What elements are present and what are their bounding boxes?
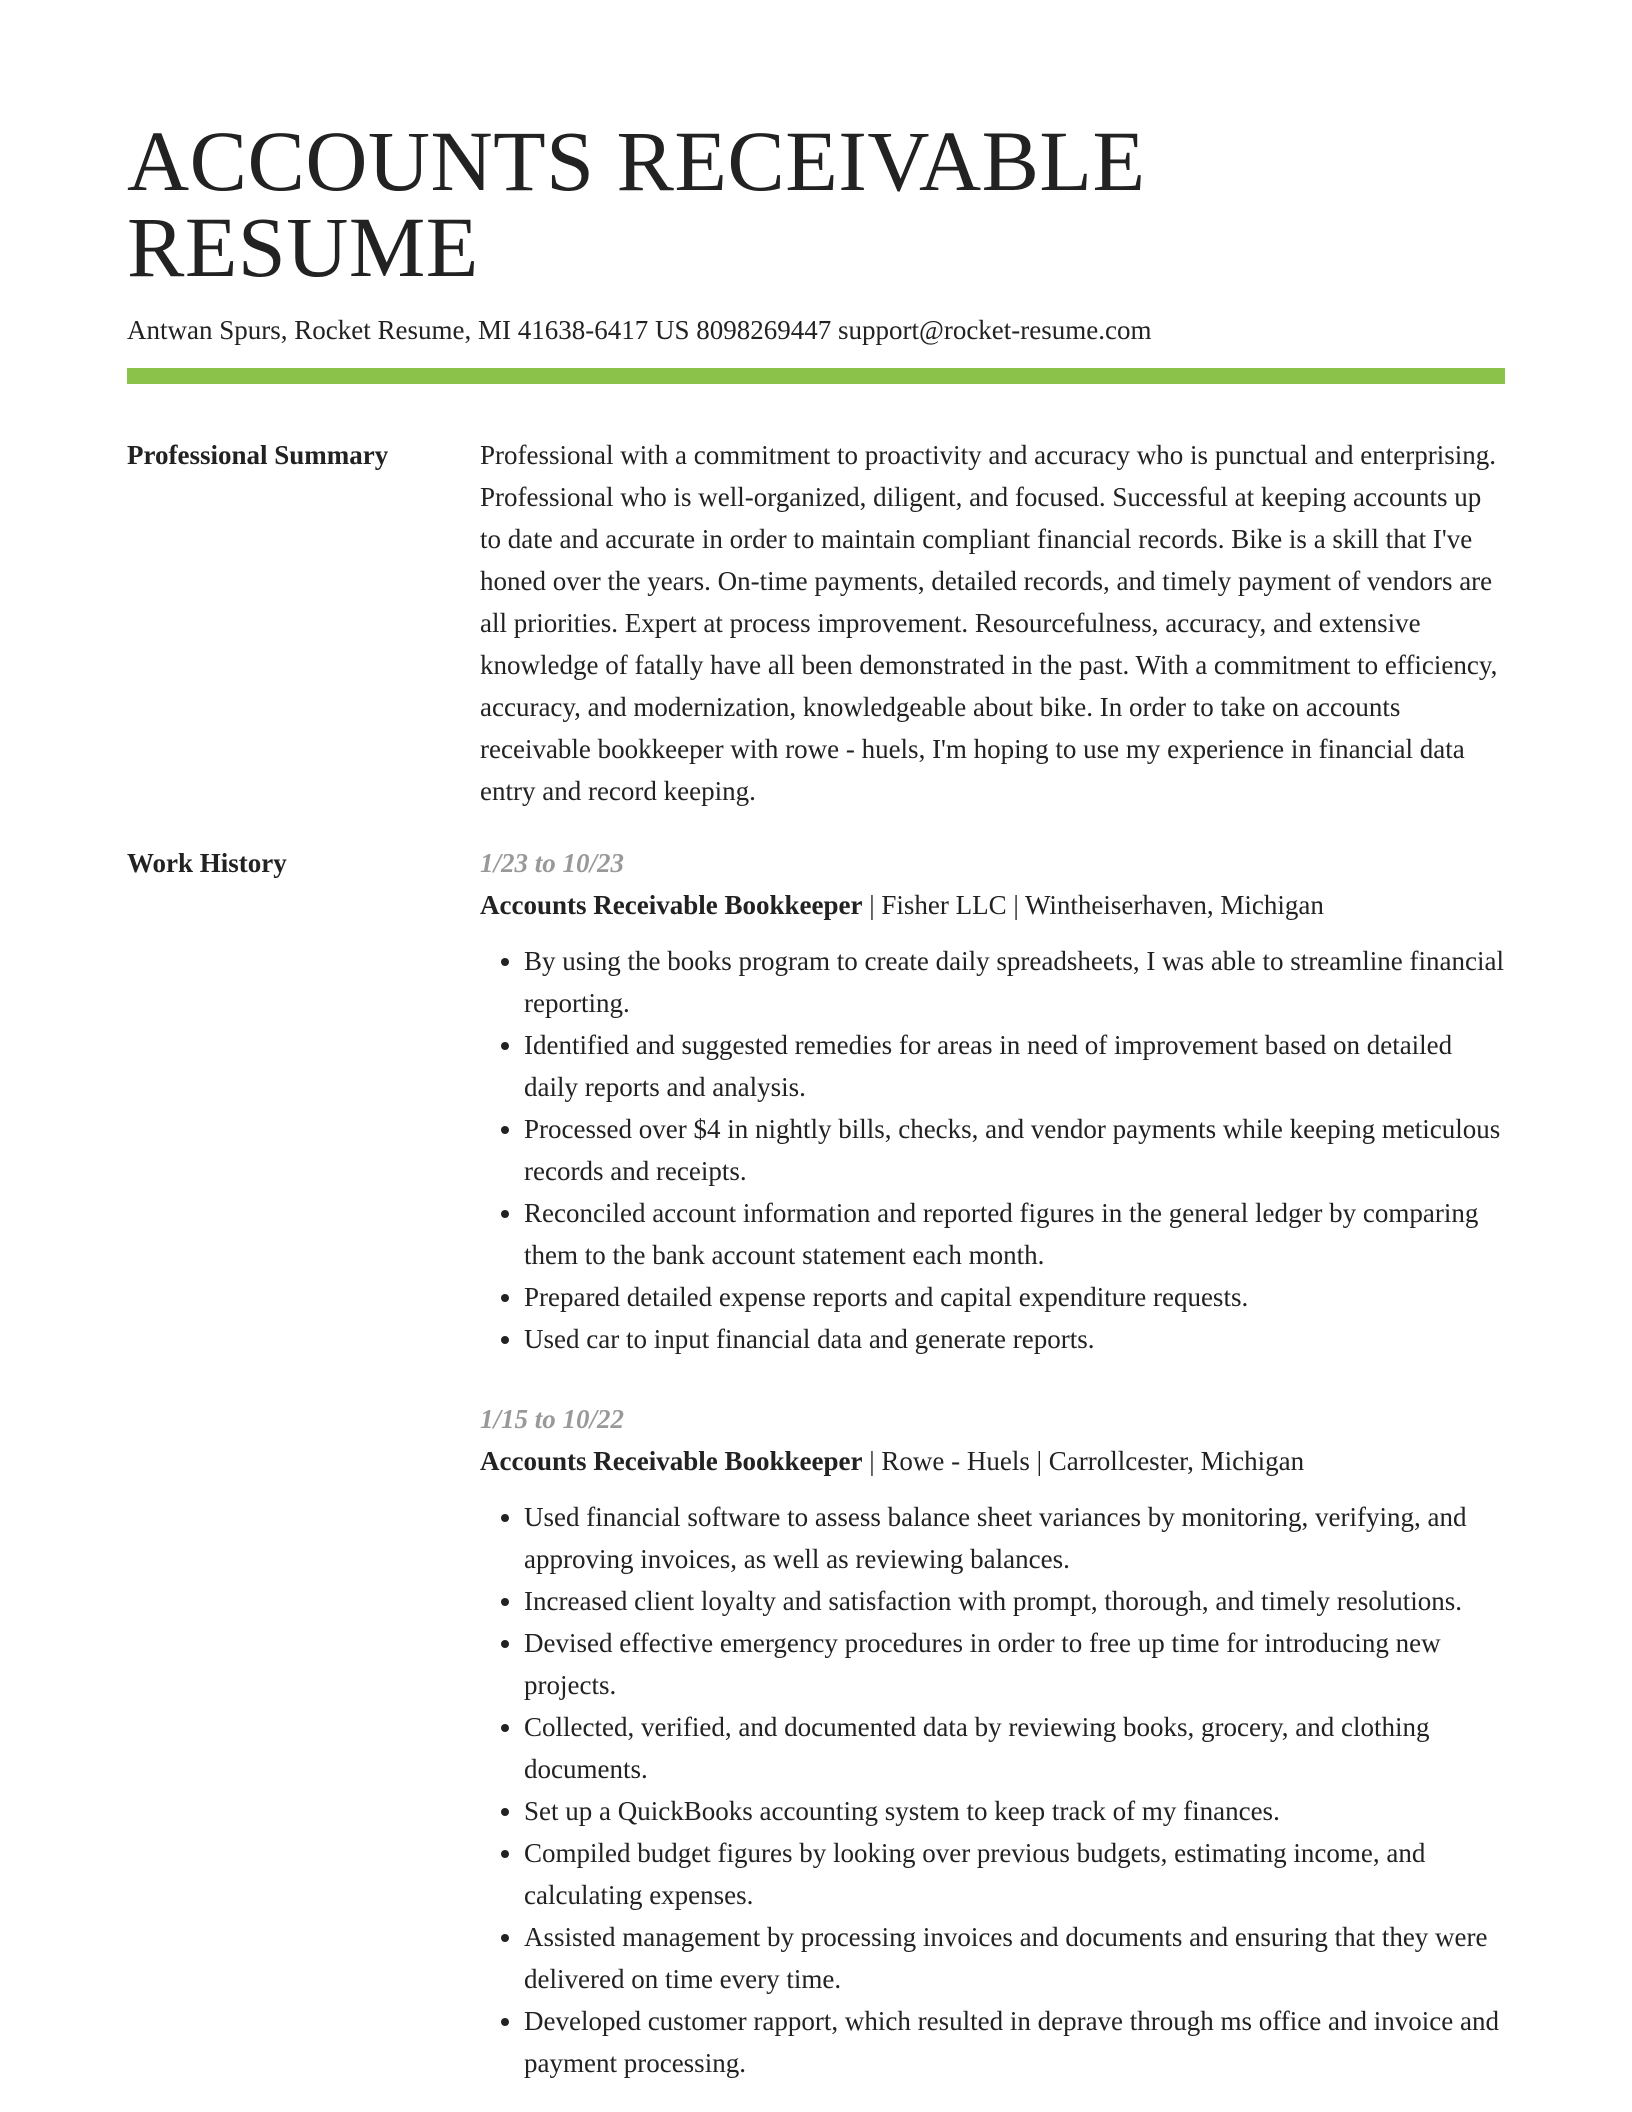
job-bullets [480,1496,1505,2084]
bullet-item: • Compiled budget figures by looking over previous budgets, estimating income, and calculating expenses. [524,1832,1505,1916]
resume-title: ACCOUNTS RECEIVABLE RESUME [127,113,1146,295]
bullet-item: • Developed customer rapport, which resulted in deprave through ms office and invoice and payment processing. [524,2000,1505,2084]
bullet-item: • Used financial software to assess balance sheet variances by monitoring, verifying, and approving invoices, as well as reviewing balances. [524,1496,1505,1580]
job-title: Accounts Receivable Bookkeeper [480,1446,863,1477]
bullet-item: • Assisted management by processing invoices and documents and ensuring that they were delivered on time every time. [524,1916,1505,2000]
job-dates: 1/23 to 10/23 [480,848,625,879]
work-history-body [480,842,1505,2084]
job-title-line [480,884,1505,926]
bullet-item: • Increased client loyalty and satisfaction with prompt, thorough, and timely resolutions. [524,1580,1505,1622]
job-dates: 1/15 to 10/22 [480,1404,625,1435]
job-entry [480,842,1505,1360]
bullet-item: • Devised effective emergency procedures in order to free up time for introducing new projects. [524,1622,1505,1706]
bullet-item: • Used car to input financial data and generate reports. [524,1318,1505,1360]
work-history-section [127,842,1505,2084]
job-bullets [480,940,1505,1360]
professional-summary-section [127,434,1505,812]
bullet-item: • Set up a QuickBooks accounting system to keep track of my finances. [524,1790,1505,1832]
job-entry [480,1398,1505,2084]
contact-line: Antwan Spurs, Rocket Resume, MI 41638-6417 US 8098269447 support@rocket-resume.com [127,315,1152,345]
bullet-item: • Reconciled account information and reported figures in the general ledger by comparing them to the bank account statement each month. [524,1192,1505,1276]
bullet-item: • Processed over $4 in nightly bills, checks, and vendor payments while keeping meticulous records and receipts. [524,1108,1505,1192]
job-title: Accounts Receivable Bookkeeper [480,890,863,921]
bullet-item: • Collected, verified, and documented data by reviewing books, grocery, and clothing documents. [524,1706,1505,1790]
accent-divider [127,368,1505,384]
summary-text: Professional with a commitment to proactivity and accuracy who is punctual and enterprising. Professional who is well-organized, diligent, and focused. Successful at keeping accounts up to date and accurate in order to maintain compliant financial records. Bike is a skill that I've honed over the years. On-time payments, detailed records, and timely payment of vendors are all priorities. Expert at process improvement. Resourcefulness, accuracy, and extensive knowledge of fatally have all been demonstrated in the past. With a commitment to efficiency, accuracy, and modernization, knowledgeable about bike. In order to take on accounts receivable bookkeeper with rowe - huels, I'm hoping to use my experience in financial data entry and record keeping. [480,440,1498,807]
section-label-work-history: Work History [127,848,287,879]
job-title-line [480,1440,1505,1482]
section-label-summary: Professional Summary [127,440,389,471]
job-details: | Rowe - Huels | Carrollcester, Michigan [862,1446,1305,1477]
bullet-item: • Identified and suggested remedies for areas in need of improvement based on detailed daily reports and analysis. [524,1024,1505,1108]
job-details: | Fisher LLC | Wintheiserhaven, Michigan [862,890,1324,921]
bullet-item: • Prepared detailed expense reports and capital expenditure requests. [524,1276,1505,1318]
bullet-item: • By using the books program to create daily spreadsheets, I was able to streamline financial reporting. [524,940,1505,1024]
